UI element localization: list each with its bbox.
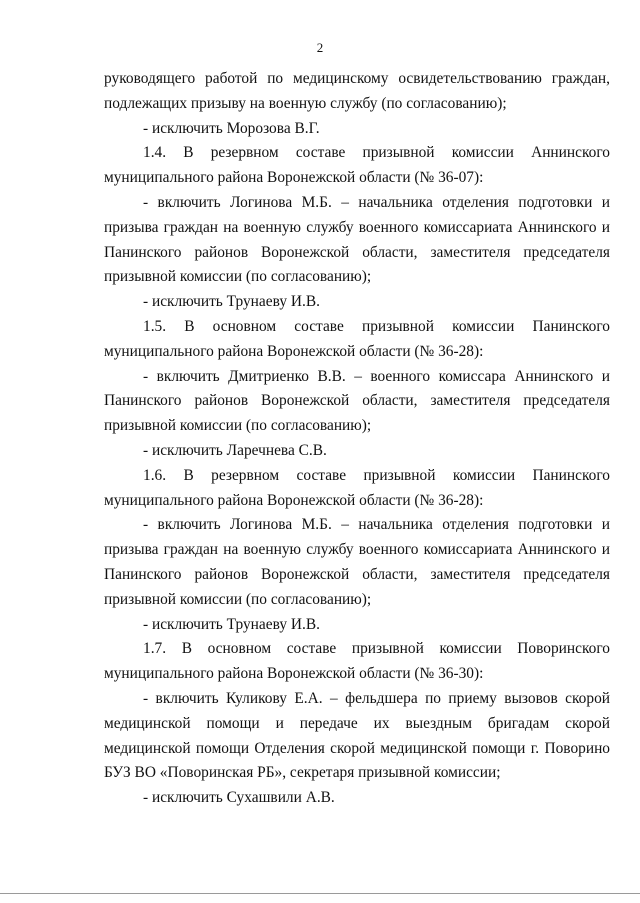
paragraph-item-1-6: 1.6. В резервном составе призывной комиссии Панинского муниципального района Воронежской области (№ 36-28): (104, 466, 610, 509)
paragraph-item-1-4: 1.4. В резервном составе призывной комиссии Аннинского муниципального района Воронежской области (№ 36-07): (104, 144, 610, 187)
document-body (104, 67, 610, 811)
paragraph-continuation: руководящего работой по медицинскому освидетельствованию граждан, подлежащих призыву на военную службу (по согласованию); (104, 70, 610, 112)
paragraph-exclude-morozov: - исключить Морозова В.Г. (143, 119, 320, 137)
paragraph-exclude-sukhashvili: - исключить Сухашвили А.В. (143, 789, 335, 807)
paragraph-include-dmitrienko: - включить Дмитриенко В.В. – военного комиссара Аннинского и Панинского районов Воронежской области, заместителя председателя призывной комиссии (по согласованию); (104, 367, 610, 435)
paragraph-exclude-trunaeva-1: - исключить Трунаеву И.В. (143, 293, 320, 311)
paragraph-include-loginov-1: - включить Логинова М.Б. – начальника отделения подготовки и призыва граждан на военную службу военного комиссариата Аннинского и Панинского районов Воронежской области, заместителя председателя призывной комиссии (по согласованию); (104, 193, 610, 286)
page-number: 2 (316, 40, 324, 55)
paragraph-exclude-larechnev: - исключить Ларечнева С.В. (143, 441, 327, 459)
paragraph-exclude-trunaeva-2: - исключить Трунаеву И.В. (143, 615, 320, 633)
paragraph-item-1-7: 1.7. В основном составе призывной комиссии Поворинского муниципального района Воронежской области (№ 36-30): (104, 640, 610, 683)
page-bottom-edge (0, 893, 640, 894)
paragraph-include-kulikova: - включить Куликову Е.А. – фельдшера по приему вызовов скорой медицинской помощи и передаче их выездным бригадам скорой медицинской помощи Отделения скорой медицинской помощи г. Поворино БУЗ ВО «Поворинская РБ», секретаря призывной комиссии; (104, 689, 610, 782)
paragraph-include-loginov-2: - включить Логинова М.Б. – начальника отделения подготовки и призыва граждан на военную службу военного комиссариата Аннинского и Панинского районов Воронежской области, заместителя председателя призывной комиссии (по согласованию); (104, 516, 610, 608)
paragraph-item-1-5: 1.5. В основном составе призывной комиссии Панинского муниципального района Воронежской области (№ 36-28): (104, 317, 610, 360)
